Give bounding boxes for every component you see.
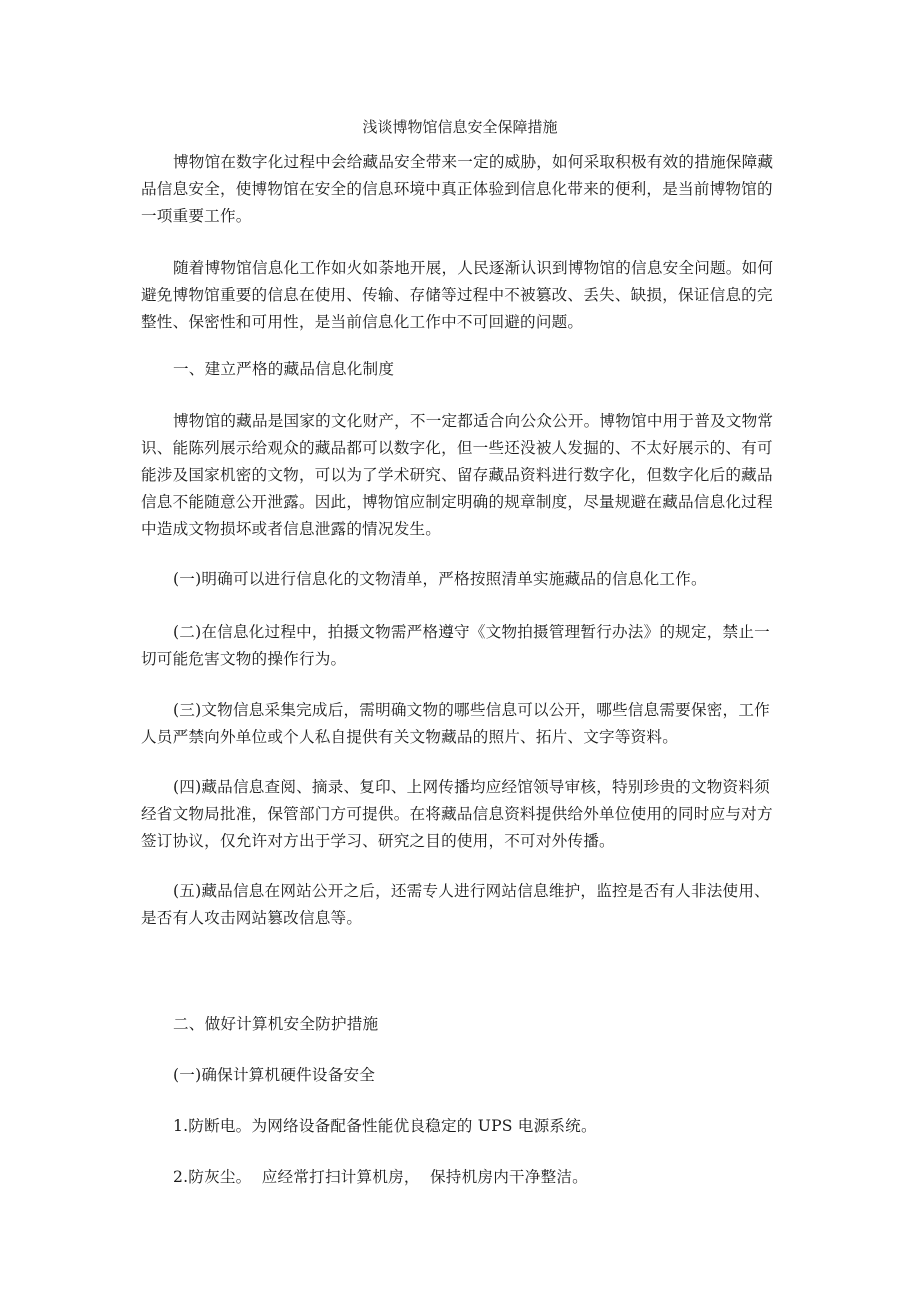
list-item-text: (四)藏品信息查阅、摘录、复印、上网传播均应经馆领导审核，特别珍贵的文物资料须: [173, 778, 770, 796]
list-item-2: [141, 619, 791, 673]
paragraph-intro: [141, 149, 791, 230]
list-item-text: 经省文物局批准，保管部门方可提供。在将藏品信息资料提供给外单位使用的同时应与对方: [141, 805, 773, 823]
section-heading-1: [141, 356, 791, 383]
list-item-text: (五)藏品信息在网站公开之后，还需专人进行网站信息维护，监控是否有人非法使用、: [173, 882, 770, 900]
list-item-text: (二)在信息化过程中，拍摄文物需严格遵守《文物拍摄管理暂行办法》的规定，禁止一: [173, 623, 770, 641]
list-item-text: 切可能危害文物的操作行为。: [141, 650, 347, 668]
list-item-text: 人员严禁向外单位或个人私自提供有关文物藏品的照片、拓片、文字等资料。: [141, 728, 678, 746]
paragraph-line: 中造成文物损坏或者信息泄露的情况发生。: [141, 520, 442, 538]
list-item-text: 是否有人攻击网站篡改信息等。: [141, 909, 363, 927]
numbered-item-1: [141, 1113, 791, 1140]
paragraph-line: 识、能陈列展示给观众的藏品都可以数字化，但一些还没被人发掘的、不太好展示的、有可: [141, 439, 773, 457]
paragraph-background: [141, 255, 791, 336]
list-item-text: (一)明确可以进行信息化的文物清单，严格按照清单实施藏品的信息化工作。: [173, 570, 707, 588]
heading-text: 一、建立严格的藏品信息化制度: [173, 360, 395, 378]
list-item-5: [141, 878, 791, 932]
document-title: 浅谈博物馆信息安全保障措施: [362, 118, 558, 136]
list-item-text: (三)文物信息采集完成后，需明确文物的哪些信息可以公开，哪些信息需要保密，工作: [173, 701, 770, 719]
list-item-3: [141, 697, 791, 751]
paragraph-line: 博物馆的藏品是国家的文化财产，不一定都适合向公众公开。博物馆中用于普及文物常: [173, 412, 774, 430]
heading-text: 二、做好计算机安全防护措施: [173, 1015, 379, 1033]
numbered-item-text: 1.防断电。为网络设备配备性能优良稳定的 UPS 电源系统。: [173, 1117, 597, 1135]
paragraph-line: 避免博物馆重要的信息在使用、传输、存储等过程中不被篡改、丢失、缺损，保证信息的完: [141, 286, 773, 304]
paragraph-line: 博物馆在数字化过程中会给藏品安全带来一定的威胁，如何采取积极有效的措施保障藏: [173, 153, 774, 171]
paragraph-line: 整性、保密性和可用性，是当前信息化工作中不可回避的问题。: [141, 313, 584, 331]
paragraph-line: 能涉及国家机密的文物，可以为了学术研究、留存藏品资料进行数字化，但数字化后的藏品: [141, 466, 773, 484]
paragraph-line: 一项重要工作。: [141, 207, 252, 225]
section-heading-2: [141, 1011, 791, 1038]
list-item-4: [141, 774, 791, 855]
paragraph-line: 信息不能随意公开泄露。因此，博物馆应制定明确的规章制度，尽量规避在藏品信息化过程: [141, 493, 773, 511]
subsection-heading: [141, 1062, 791, 1089]
heading-text: (一)确保计算机硬件设备安全: [173, 1066, 376, 1084]
list-item-text: 签订协议，仅允许对方出于学习、研究之目的使用，不可对外传播。: [141, 832, 615, 850]
numbered-item-text: 2.防灰尘。 应经常打扫计算机房， 保持机房内干净整洁。: [173, 1168, 588, 1186]
paragraph-line: 品信息安全，使博物馆在安全的信息环境中真正体验到信息化带来的便利，是当前博物馆的: [141, 180, 773, 198]
paragraph-collection: [141, 408, 791, 543]
numbered-item-2: [141, 1164, 791, 1191]
paragraph-line: 随着博物馆信息化工作如火如荼地开展，人民逐渐认识到博物馆的信息安全问题。如何: [173, 259, 774, 277]
list-item-1: [141, 566, 791, 593]
